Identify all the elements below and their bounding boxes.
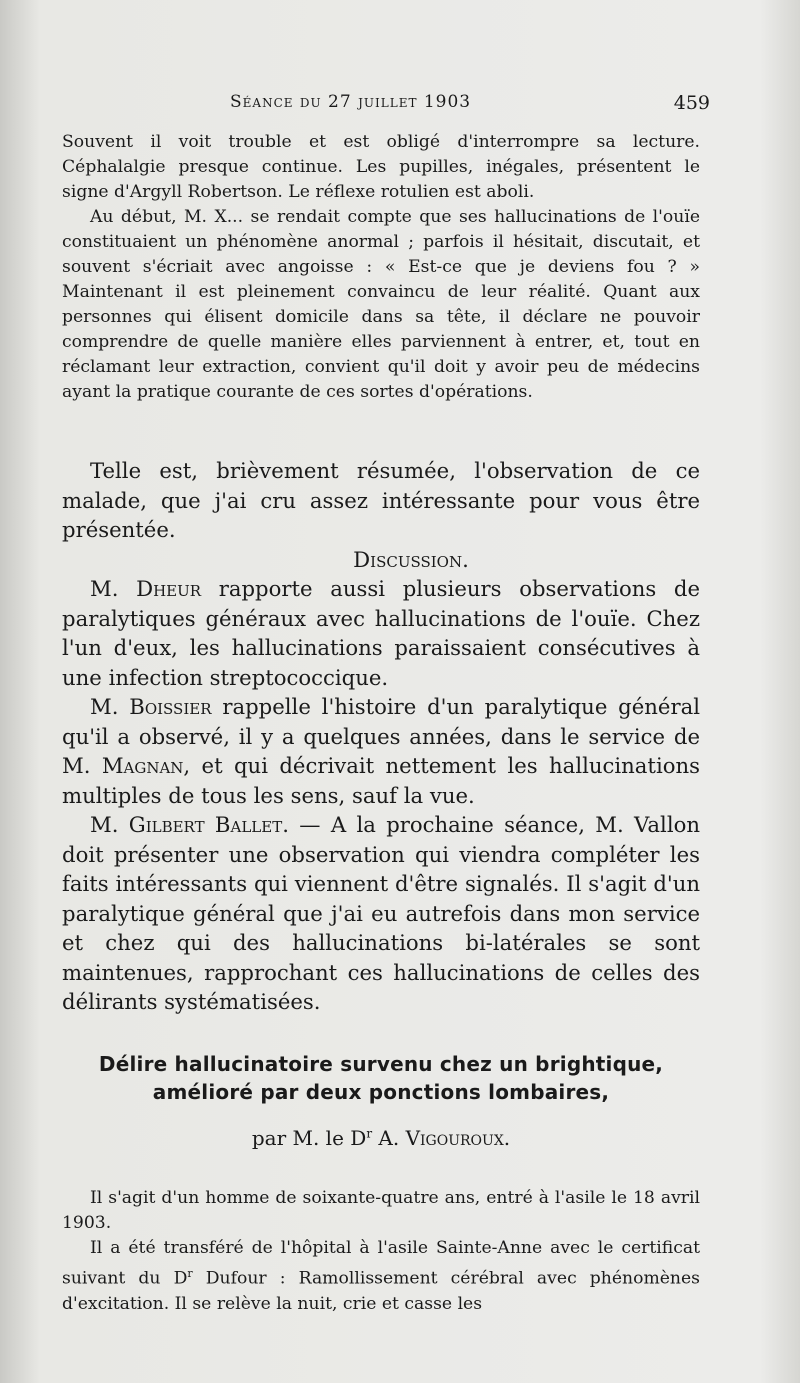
speech-text: , et qui décrivait nettement les hallucinations multiples de tous les sens, sauf la vue.	[62, 753, 700, 808]
discussion-boissier	[62, 692, 700, 810]
speech-text: — A la prochaine séance, M. Vallon doit présenter une observation qui viendra compléter les faits intéressants qui viennent d'être signalés. Il s'agit d'un paralytique général que j'ai eu autrefois dans mon service et chez qui des hallucinations bi-latérales se sont maintenues, rapprochant ces hallucinations de celles des délirants systématisées.	[62, 812, 700, 1014]
byline-prefix: par M. le D	[251, 1126, 367, 1150]
discussion-dheur	[62, 574, 700, 692]
discussion-heading: Discussion.	[353, 546, 469, 572]
speaker-name: M. Boissier	[90, 694, 212, 719]
running-head: Séance du 27 juillet 1903	[230, 92, 472, 112]
byline-superscript: r	[366, 1126, 373, 1141]
page-number: 459	[673, 92, 710, 114]
page-header	[60, 92, 710, 122]
paragraph: Il s'agit d'un homme de soixante-quatre ans, entré à l'asile le 18 avril 1903.	[62, 1188, 700, 1233]
speech-text: rapporte aussi plusieurs observations de paralytiques généraux avec hallucinations de l'ouïe. Chez l'un d'eux, les hallucinations paraissaient consécutives à une infection streptococcique.	[62, 576, 700, 690]
paragraph: Au début, M. X... se rendait compte que ses hallucinations de l'ouïe constituaient un phénomène anormal ; parfois il hésitait, discutait, et souvent s'écriait avec angoisse : « Est-ce que je deviens fou ? » Maintenant il est pleinement convaincu de leur réalité. Quant aux personnes qui élisent domicile dans sa tête, il déclare ne pouvoir comprendre de quelle manière elles parviennent à entrer, et, tout en réclamant leur extraction, convient qu'il doit y avoir peu de médecins ayant la pratique courante de ces sortes d'opérations.	[62, 207, 700, 402]
person-name: Magnan	[101, 753, 184, 778]
speaker-name: M. Gilbert Ballet.	[90, 812, 289, 837]
byline-author: A. Vigouroux.	[372, 1126, 511, 1150]
speaker-name: M. Dheur	[90, 576, 202, 601]
discussion-section	[62, 456, 700, 1017]
superscript: r	[187, 1267, 193, 1280]
discussion-ballet	[62, 810, 700, 1017]
article-byline	[62, 1126, 700, 1150]
conclusion-paragraph: Telle est, brièvement résumée, l'observation de ce malade, que j'ai cru assez intéressante pour vous être présentée.	[62, 458, 700, 542]
article-title-line-2: amélioré par deux ponctions lombaires,	[152, 1080, 610, 1104]
observation-continuation	[62, 130, 700, 405]
paragraph	[62, 1236, 700, 1317]
speech-text: rappelle l'histoire d'un paralytique général qu'il a observé, il y a quelques années, dans le service de M.	[62, 694, 700, 778]
article-body	[62, 1186, 700, 1317]
text-run: Il a été transféré de l'hôpital à l'asile Sainte-Anne avec le certificat suivant du D	[62, 1238, 700, 1289]
article-title-line-1: Délire hallucinatoire survenu chez un brightique,	[98, 1052, 664, 1076]
text-run: Dufour : Ramollissement cérébral avec phénomènes d'excitation. Il se relève la nuit, crie et casse les	[62, 1268, 700, 1314]
paragraph: Souvent il voit trouble et est obligé d'interrompre sa lecture. Céphalalgie presque continue. Les pupilles, inégales, présentent le signe d'Argyll Robertson. Le réflexe rotulien est aboli.	[62, 132, 700, 202]
